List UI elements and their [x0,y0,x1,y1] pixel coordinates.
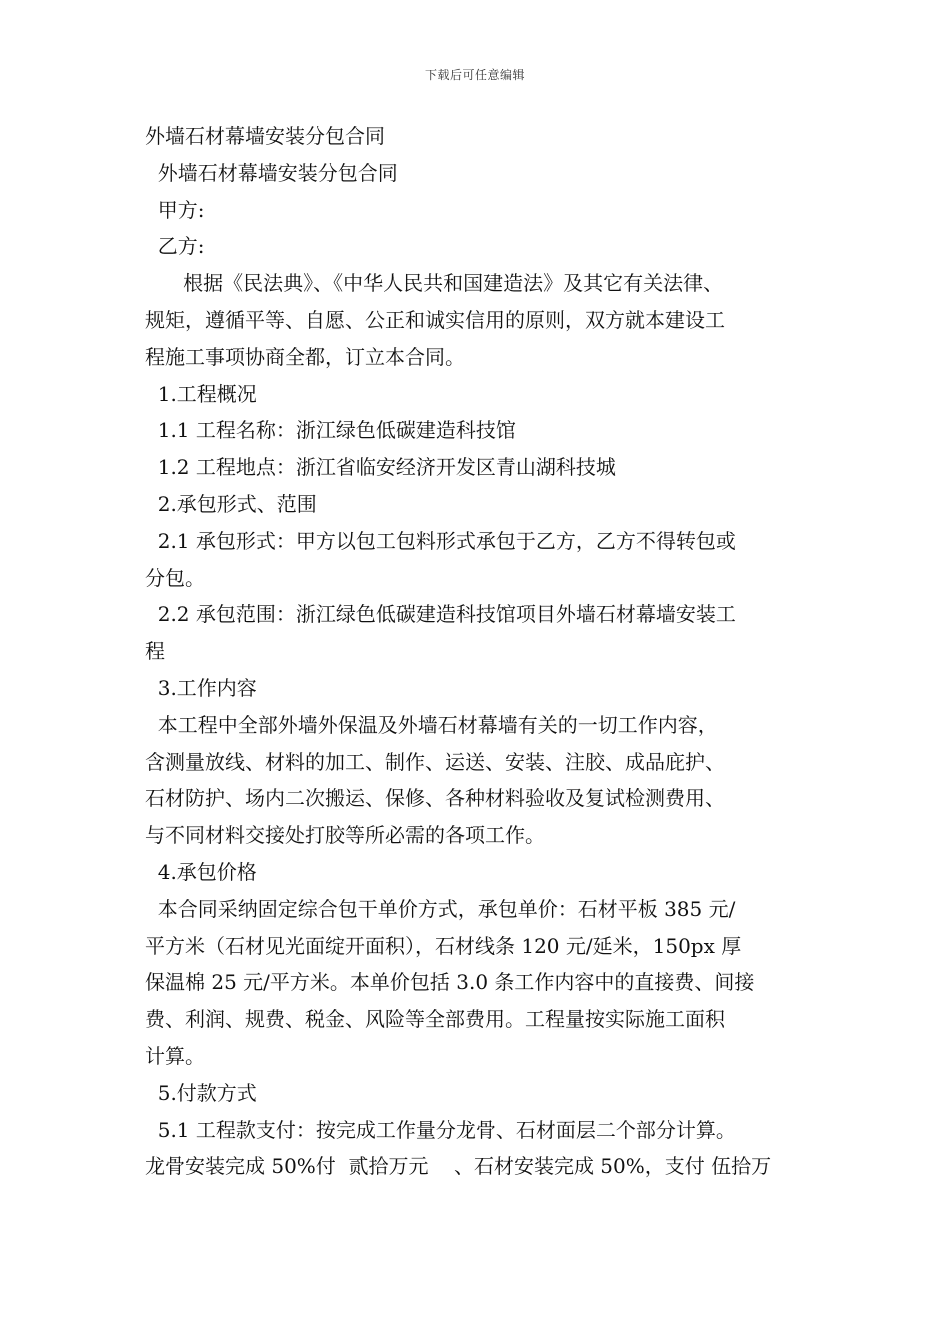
payment-line-2: 龙骨安装完成 50%付 贰拾万元 、石材安装完成 50%，支付 伍拾万 [145,1154,772,1179]
preamble-line-3: 程施工事项协商全都，订立本合同。 [145,344,465,369]
work-content-line-1: 本工程中全部外墙外保温及外墙石材幕墙有关的一切工作内容， [145,712,718,737]
price-line-3: 保温棉 25 元/平方米。本单价包括 3.0 条工作内容中的直接费、间接 [145,970,755,995]
section-4-heading: 4.承包价格 [145,859,257,884]
payment-line-1: 5.1 工程款支付：按完成工作量分龙骨、石材面层二个部分计算。 [145,1117,736,1142]
contract-subtitle: 外墙石材幕墙安装分包合同 [145,160,398,185]
preamble-line-2: 规矩，遵循平等、自愿、公正和诚实信用的原则，双方就本建设工 [145,307,725,332]
contract-title: 外墙石材幕墙安装分包合同 [145,124,385,148]
price-line-5: 计算。 [145,1043,205,1068]
contract-body [145,118,825,1185]
project-location-line: 1.2 工程地点：浙江省临安经济开发区青山湖科技城 [145,455,616,480]
project-name-line: 1.1 工程名称：浙江绿色低碳建造科技馆 [145,418,516,443]
work-content-line-2: 含测量放线、材料的加工、制作、运送、安装、注胶、成品庇护、 [145,749,725,774]
work-content-line-3: 石材防护、场内二次搬运、保修、各种材料验收及复试检测费用、 [145,786,725,811]
header-note: 下载后可任意编辑 [424,68,525,82]
party-a-line: 甲方: [145,197,205,222]
section-3-heading: 3.工作内容 [145,675,257,700]
contract-scope-line-1: 2.2 承包范围：浙江绿色低碳建造科技馆项目外墙石材幕墙安装工 [145,602,736,627]
party-b-line: 乙方: [145,234,205,259]
section-2-heading: 2.承包形式、范围 [145,491,317,516]
contract-scope-line-2: 程 [145,639,165,664]
work-content-line-4: 与不同材料交接处打胶等所必需的各项工作。 [145,823,545,848]
price-line-2: 平方米（石材见光面绽开面积），石材线条 120 元/延米，150px 厚 [145,933,742,958]
preamble-line-1: 根据《民法典》、《中华人民共和国建造法》及其它有关法律、 [145,271,724,296]
section-5-heading: 5.付款方式 [145,1080,257,1105]
price-line-1: 本合同采纳固定综合包干单价方式，承包单价：石材平板 385 元/ [145,896,736,921]
section-1-heading: 1.工程概况 [145,381,257,406]
contract-form-line-2: 分包。 [145,565,205,590]
contract-form-line-1: 2.1 承包形式：甲方以包工包料形式承包于乙方，乙方不得转包或 [145,528,736,553]
price-line-4: 费、利润、规费、税金、风险等全部费用。工程量按实际施工面积 [145,1007,725,1032]
